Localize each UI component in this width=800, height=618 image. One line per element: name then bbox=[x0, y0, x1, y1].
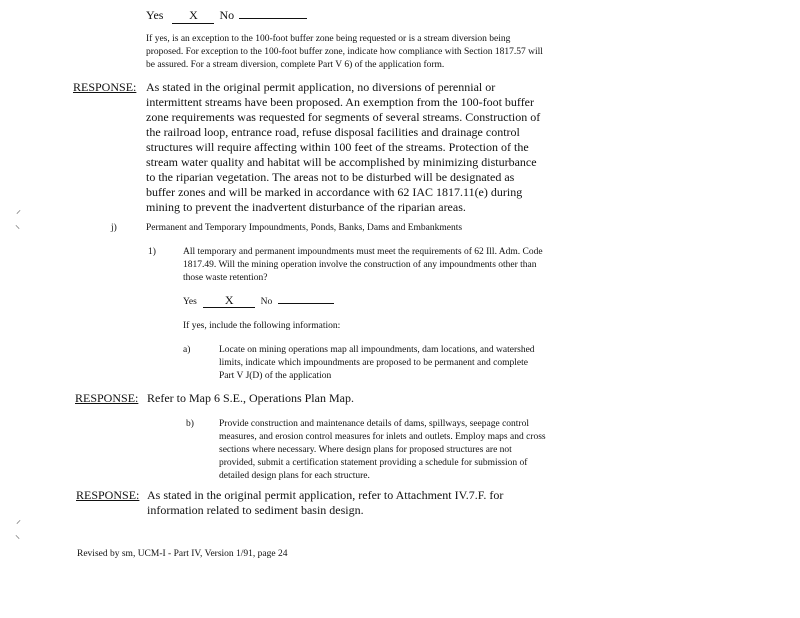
margin-mark: ⸝ bbox=[16, 515, 21, 526]
no-blank bbox=[239, 18, 307, 19]
item-1-text: All temporary and permanent impoundments must meet the requirements of 62 Ill. Adm. Code 1817.49. Will the mining operation involve the construction of any impoundments other than those waste retention? bbox=[183, 247, 543, 283]
response-text-3: As stated in the original permit application, refer to Attachment IV.7.F. for information related to sediment basin design. bbox=[147, 488, 504, 517]
section-j-marker: j) bbox=[111, 223, 117, 233]
no-blank bbox=[278, 303, 334, 304]
no-label: No bbox=[219, 8, 235, 22]
margin-mark: ⸝ bbox=[16, 205, 21, 216]
response-label-3: RESPONSE: bbox=[76, 488, 140, 502]
item-b-text: Provide construction and maintenance details of dams, spillways, seepage control measures, and erosion control measures for inlets and outlets. Employ maps and cross sections where necessary. Where design plans for proposed structures are not provided, submit a certification statement providing a schedule for submission of detailed design plans for each structure. bbox=[219, 419, 546, 481]
yes-label: Yes bbox=[183, 297, 197, 307]
item-a-marker: a) bbox=[183, 345, 191, 355]
exception-instructions: If yes, is an exception to the 100-foot buffer zone being requested or is a stream diversion being proposed. For exception to the 100-foot buffer zone, indicate how compliance with Section 1817.57 will be assured. For a stream diversion, complete Part V 6) of the application form. bbox=[146, 34, 543, 70]
item-a-text: Locate on mining operations map all impoundments, dam locations, and watershed limits, indicate which impoundments are proposed to be permanent and complete Part V J(D) of the application bbox=[219, 345, 535, 381]
question-yes-no-top bbox=[146, 8, 307, 24]
response-text-2: Refer to Map 6 S.E., Operations Plan Map. bbox=[147, 391, 354, 405]
page-footer: Revised by sm, UCM-I - Part IV, Version 1/91, page 24 bbox=[77, 549, 288, 559]
if-yes-note: If yes, include the following information: bbox=[183, 321, 341, 331]
response-label-2: RESPONSE: bbox=[75, 391, 139, 405]
yes-blank: X bbox=[172, 8, 214, 24]
response-text-1: As stated in the original permit application, no diversions of perennial or intermittent streams have been proposed. An exemption from the 100-foot buffer zone requirements was requested for segments of several streams. Construction of the railroad loop, entrance road, refuse disposal facilities and drainage control structures will require affecting within 100 feet of the streams. Protection of the stream water quality and habitat will be accomplished by minimizing disturbance to the riparian vegetation. The areas not to be disturbed will be designated as buffer zones and will be marked in accordance with 62 IAC 1817.11(e) during mining to prevent the inadvertent disturbance of the riparian areas. bbox=[146, 80, 541, 214]
response-label-1: RESPONSE: bbox=[73, 80, 137, 94]
yes-blank: X bbox=[203, 294, 255, 308]
no-label: No bbox=[260, 297, 273, 307]
item-b-marker: b) bbox=[186, 419, 194, 429]
section-j-title: Permanent and Temporary Impoundments, Ponds, Banks, Dams and Embankments bbox=[146, 223, 463, 233]
margin-mark: ⸜ bbox=[15, 220, 20, 231]
item-1-marker: 1) bbox=[148, 247, 156, 257]
yes-label: Yes bbox=[146, 8, 164, 22]
question-yes-no-j1 bbox=[183, 294, 334, 309]
margin-mark: ⸜ bbox=[15, 530, 20, 541]
